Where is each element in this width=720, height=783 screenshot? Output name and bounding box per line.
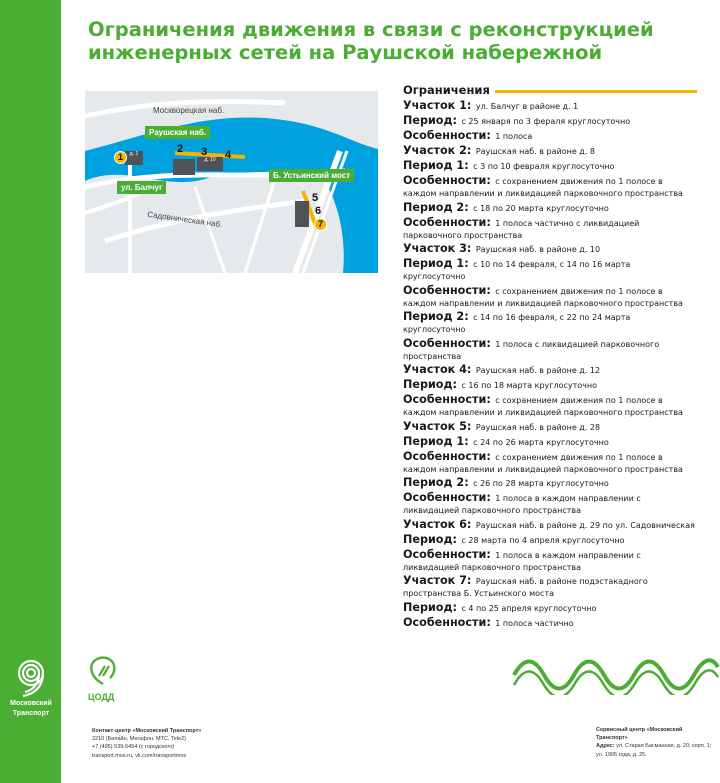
building-d1: д. 1 bbox=[125, 151, 143, 165]
restriction-text: с 24 по 26 марта круглосуточно bbox=[473, 437, 609, 447]
restriction-row bbox=[403, 337, 695, 362]
restriction-label: Особенности: bbox=[403, 449, 491, 463]
building-ustye bbox=[295, 201, 309, 227]
contact-title: Контакт-центр «Московский Транспорт» bbox=[92, 728, 202, 734]
restriction-row bbox=[403, 99, 695, 112]
restriction-row bbox=[403, 310, 695, 335]
marker-4: 4 bbox=[225, 149, 232, 161]
restriction-text: с 4 по 25 апреля круглосуточно bbox=[461, 603, 597, 613]
restriction-row bbox=[403, 616, 695, 629]
restriction-label: Участок 1: bbox=[403, 99, 472, 112]
restriction-text: с сохранением движения по 1 полосе в каждом направлении и ликвидацией парковочного пространства bbox=[403, 452, 683, 474]
restriction-text: ул. Балчуг в районе д. 1 bbox=[475, 102, 579, 111]
street-label-sadovnicheskaya: Садовническая наб. bbox=[146, 209, 223, 230]
street-label-moskvoretskaya: Москворецкая наб. bbox=[153, 106, 225, 115]
restriction-label: Участок 7: bbox=[403, 574, 472, 587]
restriction-row bbox=[403, 216, 695, 241]
restriction-label: Период: bbox=[403, 114, 457, 127]
mt-brand-line1: Московский bbox=[10, 700, 52, 707]
marker-2: 2 bbox=[177, 143, 184, 155]
contact-short: 3210 (Билайн, Мегафон, МТС, Tele2) bbox=[92, 736, 186, 743]
restriction-row bbox=[403, 518, 695, 531]
restriction-label: Период: bbox=[403, 378, 457, 391]
restriction-row bbox=[403, 242, 695, 255]
restriction-label: Особенности: bbox=[403, 336, 491, 350]
contact-center bbox=[92, 727, 312, 760]
restriction-row bbox=[403, 435, 695, 448]
restriction-text: Раушская наб. в районе д. 28 bbox=[475, 422, 601, 432]
page-title: Ограничения движения в связи с реконструкцией инженерных сетей на Раушской набережной bbox=[88, 18, 654, 64]
restriction-text: с 18 по 20 марта круглосуточно bbox=[473, 203, 609, 213]
restriction-row bbox=[403, 159, 695, 172]
restriction-row bbox=[403, 491, 695, 516]
restriction-label: Период 2: bbox=[403, 200, 469, 214]
restriction-label: Период 1: bbox=[403, 434, 469, 448]
decorative-wave bbox=[512, 655, 720, 695]
restriction-text: с 3 по 10 февраля круглосуточно bbox=[473, 162, 615, 171]
tag-raushskaya: Раушская наб. bbox=[145, 126, 210, 139]
restriction-label: Особенности: bbox=[403, 283, 491, 297]
restriction-row bbox=[403, 378, 695, 391]
restriction-text: 1 полоса с ликвидацией парковочного пространства bbox=[403, 339, 660, 361]
tag-ustyinsky: Б. Устьинский мост bbox=[269, 169, 354, 182]
restriction-row bbox=[403, 450, 695, 475]
restriction-text: с сохранением движения по 1 полосе в каждом направлении и ликвидацией парковочного пространства bbox=[403, 396, 683, 417]
restriction-row bbox=[403, 393, 695, 418]
codd-logo-icon bbox=[88, 656, 118, 686]
restriction-text: 1 полоса частично с ликвидацией парковочного пространства bbox=[403, 218, 640, 240]
restrictions-list bbox=[403, 83, 695, 629]
contact-phone: +7 (495) 539-5454 (с городского) bbox=[92, 744, 175, 751]
restriction-text: Раушская наб. в районе д. 8 bbox=[475, 147, 596, 156]
header-rule bbox=[495, 90, 697, 93]
restriction-label: Особенности: bbox=[403, 174, 491, 187]
restriction-label: Участок 6: bbox=[403, 517, 472, 531]
marker-5: 5 bbox=[312, 192, 319, 204]
restriction-text: с сохранением движения по 1 полосе в каждом направлении и ликвидацией парковочного пространства bbox=[403, 177, 683, 198]
service-address: Адрес: ул. Старая Басманная, д. 20, корп. 1; bbox=[596, 743, 712, 750]
restriction-row bbox=[403, 114, 695, 127]
restriction-text: Раушская наб. в районе д. 12 bbox=[475, 366, 601, 375]
restriction-row bbox=[403, 201, 695, 214]
restriction-row bbox=[403, 363, 695, 376]
restriction-label: Участок 3: bbox=[403, 242, 472, 255]
restriction-row bbox=[403, 420, 695, 433]
restriction-row bbox=[403, 533, 695, 546]
restriction-label: Период 1: bbox=[403, 159, 469, 172]
brand-sidebar bbox=[0, 0, 61, 783]
restriction-map bbox=[85, 91, 378, 273]
marker-6: 6 bbox=[315, 205, 322, 217]
restriction-text: 1 полоса в каждом направлении с ликвидацией парковочного пространства bbox=[403, 494, 641, 515]
restriction-label: Особенности: bbox=[403, 615, 491, 629]
restriction-text: Раушская наб. в районе д. 29 по ул. Садовническая bbox=[475, 520, 695, 530]
service-center bbox=[596, 726, 714, 759]
service-title: Сервисный центр «Московский Транспорт» bbox=[596, 727, 683, 742]
restriction-text: с 25 января по 3 фераля круглосуточно bbox=[461, 117, 631, 126]
contact-links[interactable]: transport.mos.ru, vk.com/transportmos bbox=[92, 752, 187, 759]
restriction-label: Участок 2: bbox=[403, 144, 472, 157]
restriction-text: Раушская наб. в районе подэстакадного пространства Б. Устьинского моста bbox=[403, 577, 648, 598]
restriction-row bbox=[403, 174, 695, 199]
marker-1: 1 bbox=[114, 151, 127, 164]
restriction-label: Период: bbox=[403, 600, 457, 614]
restriction-label: Особенности: bbox=[403, 129, 491, 142]
restriction-row bbox=[403, 476, 695, 489]
restriction-label: Особенности: bbox=[403, 393, 491, 406]
restriction-label: Особенности: bbox=[403, 491, 491, 504]
building-d8 bbox=[173, 159, 195, 175]
restriction-label: Особенности: bbox=[403, 547, 491, 561]
restriction-text: с 10 по 14 февраля, с 14 по 16 марта круглосуточно bbox=[403, 260, 631, 281]
restriction-text: 1 полоса bbox=[495, 132, 533, 141]
codd-label: ЦОДД bbox=[88, 692, 115, 702]
marker-3: 3 bbox=[201, 146, 208, 158]
restriction-row bbox=[403, 129, 695, 142]
tag-balchug: ул. Балчуг bbox=[117, 181, 166, 194]
restriction-text: с 14 по 16 февраля, с 22 по 24 марта круглосуточно bbox=[403, 313, 631, 334]
mt-logo-icon bbox=[13, 658, 49, 698]
restriction-row bbox=[403, 284, 695, 309]
restriction-row bbox=[403, 601, 695, 614]
restriction-text: 1 полоса частично bbox=[495, 618, 574, 628]
mt-brand-line2: Транспорт bbox=[12, 710, 50, 717]
marker-7: 7 bbox=[314, 218, 327, 231]
restriction-label: Особенности: bbox=[403, 215, 491, 229]
restriction-text: с сохранением движения по 1 полосе в каждом направлении и ликвидацией парковочного пространства bbox=[403, 286, 683, 308]
restrictions-header: Ограничения bbox=[403, 83, 695, 97]
restriction-text: Раушская наб. в районе д. 10 bbox=[475, 245, 601, 254]
restriction-row bbox=[403, 548, 695, 573]
codd-logo bbox=[88, 656, 138, 702]
restriction-label: Участок 5: bbox=[403, 419, 472, 433]
restriction-label: Период 2: bbox=[403, 476, 469, 489]
restriction-text: с 26 по 28 марта круглосуточно bbox=[473, 479, 609, 488]
restriction-label: Период 1: bbox=[403, 257, 469, 270]
restriction-label: Период: bbox=[403, 532, 457, 546]
restriction-text: 1 полоса в каждом направлении с ликвидацией парковочного пространства bbox=[403, 550, 641, 572]
restriction-text: с 16 по 18 марта круглосуточно bbox=[461, 381, 598, 390]
moscow-transport-logo bbox=[6, 658, 56, 718]
restriction-label: Участок 4: bbox=[403, 363, 472, 376]
restriction-row bbox=[403, 257, 695, 282]
restriction-text: с 28 марта по 4 апреля круглосуточно bbox=[461, 535, 625, 545]
building-d10: д. 10 bbox=[197, 157, 223, 171]
service-address2: ул. 1905 года, д. 25. bbox=[596, 751, 647, 758]
restriction-row bbox=[403, 144, 695, 157]
restriction-row bbox=[403, 574, 695, 599]
restriction-label: Период 2: bbox=[403, 310, 469, 323]
